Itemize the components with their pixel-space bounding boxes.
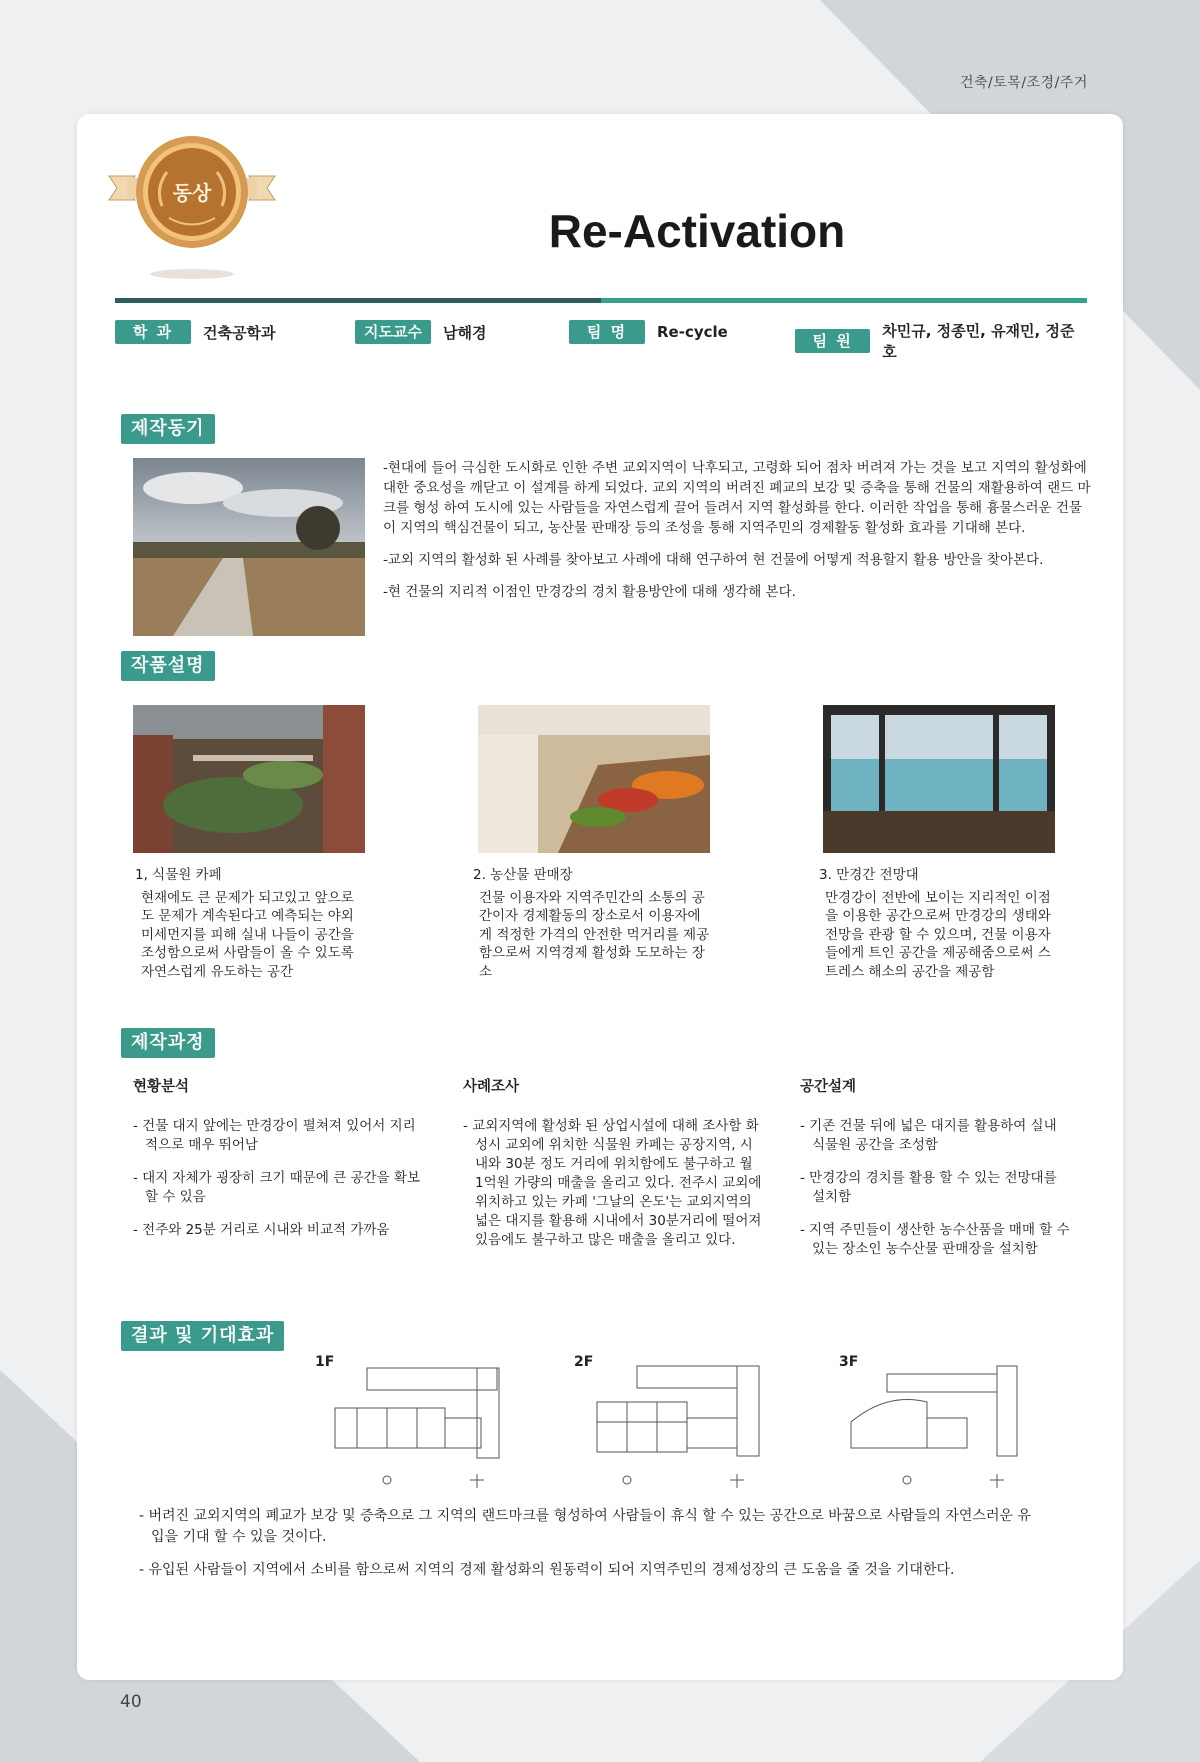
page-title: Re-Activation <box>548 205 846 257</box>
info-members-tag: 팀 원 <box>795 329 870 353</box>
motive-paragraph: -교외 지역의 활성화 된 사례를 찾아보고 사례에 대해 연구하여 현 건물에 어떻게 적용할지 활용 방안을 찾아본다. <box>383 552 1044 568</box>
process-item: - 기존 건물 뒤에 넓은 대지를 활용하여 실내 식물원 공간을 조성함 <box>800 1118 1057 1153</box>
process-heading: 현황분석 <box>133 1079 190 1095</box>
title-divider-light <box>601 298 1087 303</box>
info-advisor <box>355 320 486 344</box>
process-column-analysis <box>133 1078 423 1254</box>
project-info-row <box>115 320 1087 361</box>
observatory-photo <box>823 705 1055 853</box>
info-advisor-tag: 지도교수 <box>355 320 431 344</box>
award-label: 동상 <box>172 181 212 205</box>
section-process-tag: 제작과정 <box>121 1028 215 1058</box>
floor-label-1f: 1F <box>315 1354 335 1370</box>
floor-plan-3f <box>847 1362 1037 1492</box>
process-item: - 만경강의 경치를 활용 할 수 있는 전망대를 설치함 <box>800 1170 1057 1205</box>
description-item-desc: 만경강이 전반에 보이는 지리적인 이점을 이용한 공간으로써 만경강의 생태와 전망을 관광 할 수 있으며, 건물 이용자들에게 트인 공간을 제공해줌으로써 스트레스 해소의 공간을 제공함 <box>825 889 1051 980</box>
info-team <box>569 320 728 344</box>
floor-plan-2f <box>587 1362 777 1492</box>
process-heading: 공간설계 <box>800 1079 857 1095</box>
site-photo <box>133 458 365 636</box>
process-item: - 지역 주민들이 생산한 농수산품을 매매 할 수 있는 장소인 농수산물 판매장을 설치함 <box>800 1222 1070 1257</box>
info-team-value: Re-cycle <box>657 323 728 341</box>
market-photo <box>478 705 710 853</box>
award-medal <box>107 136 277 286</box>
description-item-title: 3. 만경간 전망대 <box>819 867 919 883</box>
description-item-desc: 현재에도 큰 문제가 되고있고 앞으로도 문제가 계속된다고 예측되는 야외 미세먼지를 피해 실내 나들이 공간을 조성함으로써 사람들이 올 수 있도록 자연스럽게 유도하는 공간 <box>141 889 354 980</box>
description-item-cafe <box>135 866 355 981</box>
process-heading: 사례조사 <box>463 1079 520 1095</box>
page-number: 40 <box>120 1692 142 1712</box>
result-paragraph: - 유입된 사람들이 지역에서 소비를 함으로써 지역의 경제 활성화의 원동력이 되어 지역주민의 경제성장의 큰 도움을 줄 것을 기대한다. <box>139 1562 955 1578</box>
motive-text <box>383 458 1093 614</box>
process-column-design <box>800 1078 1070 1273</box>
info-team-tag: 팀 명 <box>569 320 645 344</box>
description-item-observatory <box>819 866 1059 981</box>
title-divider <box>115 298 1087 303</box>
description-item-market <box>473 866 713 981</box>
category-label: 건축/토목/조경/주거 <box>960 75 1088 91</box>
process-item: - 전주와 25분 거리로 시내와 비교적 가까움 <box>133 1222 390 1238</box>
description-item-title: 1, 식물원 카페 <box>135 867 222 883</box>
description-item-title: 2. 농산물 판매장 <box>473 867 573 883</box>
info-members-value: 차민규, 정종민, 유재민, 정준호 <box>882 322 1075 361</box>
process-item: - 대지 자체가 굉장히 크기 때문에 큰 공간을 확보 할 수 있음 <box>133 1170 420 1205</box>
title-divider-dark <box>115 298 601 303</box>
motive-paragraph: -현 건물의 지리적 이점인 만경강의 경치 활용방안에 대해 생각해 본다. <box>383 584 796 600</box>
info-members <box>795 320 1087 362</box>
info-dept-tag: 학 과 <box>115 320 191 344</box>
result-text <box>139 1506 1039 1593</box>
process-item: - 교외지역에 활성화 된 상업시설에 대해 조사함 화성시 교외에 위치한 식물원 카페는 공장지역, 시내와 30분 정도 거리에 위치함에도 불구하고 월 1억원 가량의 매출을 올리고 있다. 전주시 교외에 위치하고 있는 카페 '그날의 온도'는 교외지역의 넓은 대지를 활용해 시내에서 30분거리에 떨어져 있음에도 불구하고 많은 매출을 올리고 있다. <box>463 1118 762 1248</box>
process-column-case <box>463 1078 763 1264</box>
info-advisor-value: 남해경 <box>443 323 487 342</box>
floor-label-2f: 2F <box>574 1354 594 1370</box>
section-description-tag: 작품설명 <box>121 651 215 681</box>
motive-paragraph: -현대에 들어 극심한 도시화로 인한 주변 교외지역이 낙후되고, 고령화 되어 점차 버려져 가는 것을 보고 지역의 활성화에 대한 중요성을 깨닫고 이 설계를 하게 되었다. 교외 지역의 버려진 폐교의 보강 및 증축을 통해 건물의 재활용하여 랜드 마크를 형성 하여 도시에 있는 사람들을 자연스럽게 끌어 들려서 지역 활성화를 한다. 이러한 작업을 통해 흉물스러운 건물이 지역의 핵심건물이 되고, 농산물 판매장 등의 조성을 통해 지역주민의 경제활동 활성화 효과를 기대해 본다. <box>383 460 1091 536</box>
info-dept-value: 건축공학과 <box>203 323 276 342</box>
cafe-photo <box>133 705 365 853</box>
floor-label-3f: 3F <box>839 1354 859 1370</box>
section-result-tag: 결과 및 기대효과 <box>121 1321 284 1351</box>
process-item: - 건물 대지 앞에는 만경강이 펼쳐져 있어서 지리적으로 매우 뛰어남 <box>133 1118 416 1153</box>
section-motive-tag: 제작동기 <box>121 414 215 444</box>
floor-plan-1f <box>327 1362 517 1492</box>
info-dept <box>115 320 275 344</box>
description-item-desc: 건물 이용자와 지역주민간의 소통의 공간이자 경제활동의 장소로서 이용자에게 적정한 가격의 안전한 먹거리를 제공함으로써 지역경제 활성화 도모하는 장소 <box>479 889 710 980</box>
result-paragraph: - 버려진 교외지역의 폐교가 보강 및 증축으로 그 지역의 랜드마크를 형성하여 사람들이 휴식 할 수 있는 공간으로 바꿈으로 사람들의 자연스러운 유입을 기대 할 수 있을 것이다. <box>139 1508 1031 1545</box>
content-card <box>77 114 1123 1680</box>
